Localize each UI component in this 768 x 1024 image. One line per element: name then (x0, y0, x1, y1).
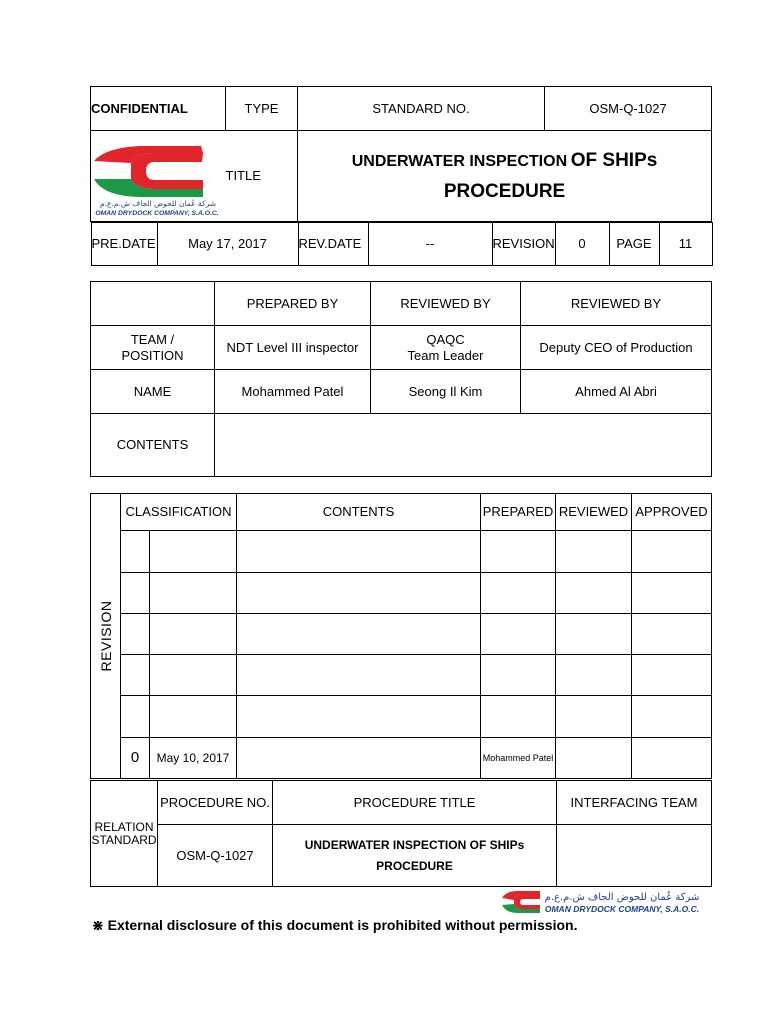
dates-table (91, 222, 713, 266)
interfacing-team-value (557, 825, 712, 887)
revision-reviewed (556, 738, 632, 779)
logo-arabic-text: شركة عُمان للحوض الجاف ش.م.ع.م (100, 199, 217, 208)
revision-number: 0 (121, 738, 150, 779)
notice-text: External disclosure of this document is prohibited without permission. (107, 917, 578, 933)
rev-date-label: REV.DATE (298, 223, 368, 266)
page-label: PAGE (609, 223, 659, 266)
disclosure-notice (92, 917, 577, 934)
team-position-label-line-1: TEAM / (130, 331, 175, 347)
reviewed-by-header-1: REVIEWED BY (371, 282, 521, 326)
revision-label: REVISION (492, 223, 555, 266)
procedure-no-header: PROCEDURE NO. (158, 781, 273, 825)
relation-label-line-2: STANDARD (91, 832, 157, 847)
notice-symbol-icon: ⋇ (92, 917, 104, 933)
classification-header: CLASSIFICATION (121, 494, 237, 531)
revision-date: May 10, 2017 (150, 738, 237, 779)
procedure-title-line-2: PROCEDURE (376, 858, 453, 873)
standard-no-label: STANDARD NO. (298, 87, 545, 131)
relation-standard-label (91, 781, 158, 887)
prepared-by-header: PREPARED BY (215, 282, 371, 326)
table-row (91, 531, 712, 573)
relation-table (90, 780, 712, 887)
footer-logo (500, 888, 705, 918)
name-label: NAME (91, 370, 215, 414)
title-line-1 (298, 146, 711, 177)
revision-prepared: Mohammed Patel (481, 738, 556, 779)
position-reviewed-2: Deputy CEO of Production (521, 326, 712, 370)
contents-value (215, 414, 712, 477)
title-part-b: OF SHIPs (570, 149, 658, 171)
relation-label-line-1: RELATION (94, 819, 154, 834)
approved-header: APPROVED (632, 494, 712, 531)
approval-table (90, 281, 712, 477)
name-prepared: Mohammed Patel (215, 370, 371, 414)
approval-corner (91, 282, 215, 326)
logo-english-text: OMAN DRYDOCK COMPANY, S.A.O.C. (95, 210, 219, 217)
dates-row (91, 222, 712, 267)
pre-date-value: May 17, 2017 (157, 223, 298, 266)
table-row (91, 573, 712, 614)
header-table (90, 86, 712, 266)
revision-side-label (91, 494, 121, 779)
title-label: TITLE (226, 131, 298, 222)
footer-logo-english: OMAN DRYDOCK COMPANY, S.A.O.C. (544, 904, 700, 914)
standard-no-value: OSM-Q-1027 (545, 87, 712, 131)
title-line-2: PROCEDURE (443, 180, 566, 202)
revision-contents (237, 738, 481, 779)
position-reviewed-1-line-2: Team Leader (407, 347, 484, 363)
table-row (91, 738, 712, 779)
interfacing-team-header: INTERFACING TEAM (557, 781, 712, 825)
position-prepared: NDT Level III inspector (215, 326, 371, 370)
footer-logo-arabic: شركة عُمان للحوض الجاف ش.م.ع.م (544, 892, 700, 903)
revision-table (90, 493, 712, 779)
reviewed-header: REVIEWED (556, 494, 632, 531)
procedure-title-value (273, 825, 557, 887)
contents-header: CONTENTS (237, 494, 481, 531)
team-position-label (91, 326, 215, 370)
pre-date-label: PRE.DATE (91, 223, 157, 266)
table-row (91, 655, 712, 696)
procedure-title-header: PROCEDURE TITLE (273, 781, 557, 825)
page-value: 11 (659, 223, 712, 266)
revision-approved (632, 738, 712, 779)
position-reviewed-1 (371, 326, 521, 370)
revision-side-label-text: REVISION (97, 600, 114, 672)
company-logo (91, 131, 226, 222)
document-title (298, 131, 712, 222)
table-row (91, 614, 712, 655)
procedure-no-value: OSM-Q-1027 (158, 825, 273, 887)
name-reviewed-1: Seong Il Kim (371, 370, 521, 414)
rev-date-value: -- (368, 223, 492, 266)
reviewed-by-header-2: REVIEWED BY (521, 282, 712, 326)
name-reviewed-2: Ahmed Al Abri (521, 370, 712, 414)
title-part-a: UNDERWATER INSPECTION (351, 152, 568, 170)
confidential-label: CONFIDENTIAL (91, 87, 226, 131)
procedure-title-line-1: UNDERWATER INSPECTION OF SHIPs (304, 837, 525, 852)
contents-label: CONTENTS (91, 414, 215, 477)
type-label: TYPE (226, 87, 298, 131)
team-position-label-line-2: POSITION (121, 347, 184, 363)
position-reviewed-1-line-1: QAQC (426, 331, 465, 347)
revision-value: 0 (555, 223, 609, 266)
table-row (91, 696, 712, 738)
logo-graphic (91, 131, 225, 217)
prepared-header: PREPARED (481, 494, 556, 531)
